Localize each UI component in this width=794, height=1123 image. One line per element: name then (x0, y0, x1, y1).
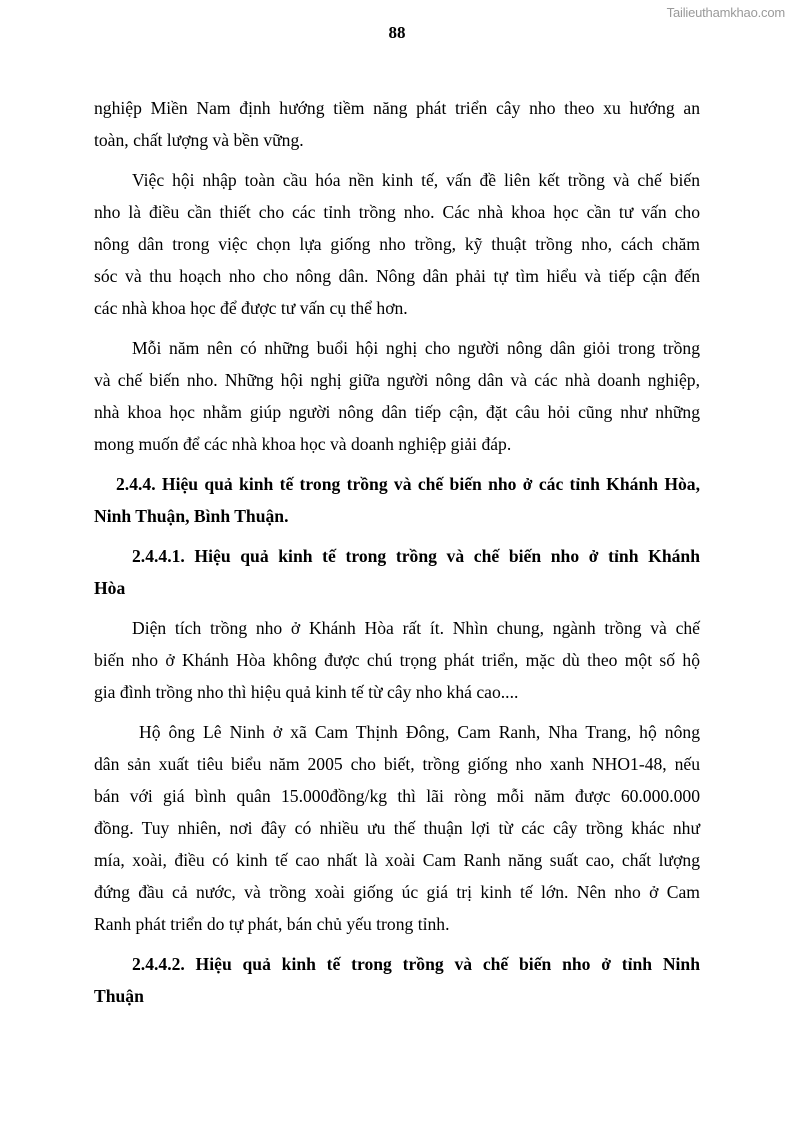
document-body (94, 92, 700, 1020)
paragraph (94, 332, 700, 460)
text-line: bán với giá bình quân 15.000đồng/kg thì lãi ròng mỗi năm được 60.000.000 (94, 786, 700, 806)
text-line: nhà khoa học nhằm giúp người nông dân tiếp cận, đặt câu hỏi cũng như những (94, 402, 700, 422)
paragraph (94, 92, 700, 156)
text-line: biến nho ở Khánh Hòa không được chú trọng phát triển, mặc dù theo một số hộ (94, 650, 700, 670)
text-line: 2.4.4.1. Hiệu quả kinh tế trong trồng và chế biến nho ở tỉnh Khánh (132, 546, 700, 566)
text-line: dân sản xuất tiêu biểu năm 2005 cho biết, trồng giống nho xanh NHO1-48, nếu (94, 754, 700, 774)
text-line: Ranh phát triển do tự phát, bán chủ yếu trong tỉnh. (94, 914, 450, 934)
text-line: đồng. Tuy nhiên, nơi đây có nhiều ưu thế thuận lợi từ các cây trồng khác như (94, 818, 700, 838)
section-heading (94, 468, 700, 532)
text-line: Việc hội nhập toàn cầu hóa nền kinh tế, vấn đề liên kết trồng và chế biến (132, 170, 700, 190)
text-line: Ninh Thuận, Bình Thuận. (94, 506, 289, 526)
text-line: Diện tích trồng nho ở Khánh Hòa rất ít. Nhìn chung, ngành trồng và chế (132, 618, 700, 638)
text-line: mía, xoài, điều có kinh tế cao nhất là xoài Cam Ranh năng suất cao, chất lượng (94, 850, 700, 870)
text-line: nho là điều cần thiết cho các tỉnh trồng nho. Các nhà khoa học cần tư vấn cho (94, 202, 700, 222)
text-line: nông dân trong việc chọn lựa giống nho trồng, kỹ thuật trồng nho, cách chăm (94, 234, 700, 254)
watermark: Tailieuthamkhao.com (666, 5, 785, 20)
text-line: gia đình trồng nho thì hiệu quả kinh tế từ cây nho khá cao.... (94, 682, 519, 702)
section-heading (94, 948, 700, 1012)
text-line: các nhà khoa học để được tư vấn cụ thể hơn. (94, 298, 408, 318)
text-line: Hộ ông Lê Ninh ở xã Cam Thịnh Đông, Cam Ranh, Nha Trang, hộ nông (139, 722, 700, 742)
paragraph (94, 612, 700, 708)
text-line: 2.4.4.2. Hiệu quả kinh tế trong trồng và chế biến nho ở tỉnh Ninh (132, 954, 700, 974)
paragraph (94, 716, 700, 940)
paragraph (94, 164, 700, 324)
text-line: mong muốn để các nhà khoa học và doanh nghiệp giải đáp. (94, 434, 512, 454)
text-line: toàn, chất lượng và bền vững. (94, 130, 304, 150)
text-line: 2.4.4. Hiệu quả kinh tế trong trồng và chế biến nho ở các tỉnh Khánh Hòa, (116, 474, 700, 494)
page-number: 88 (388, 23, 406, 42)
text-line: và chế biến nho. Những hội nghị giữa người nông dân và các nhà doanh nghiệp, (94, 370, 700, 390)
text-line: sóc và thu hoạch nho cho nông dân. Nông dân phải tự tìm hiểu và tiếp cận đến (94, 266, 700, 286)
text-line: Thuận (94, 986, 144, 1006)
text-line: đứng đầu cả nước, và trồng xoài giống úc giá trị kinh tế lớn. Nên nho ở Cam (94, 882, 700, 902)
text-line: nghiệp Miền Nam định hướng tiềm năng phát triển cây nho theo xu hướng an (94, 98, 700, 118)
section-heading (94, 540, 700, 604)
text-line: Mỗi năm nên có những buổi hội nghị cho người nông dân giỏi trong trồng (132, 338, 700, 358)
text-line: Hòa (94, 578, 126, 598)
